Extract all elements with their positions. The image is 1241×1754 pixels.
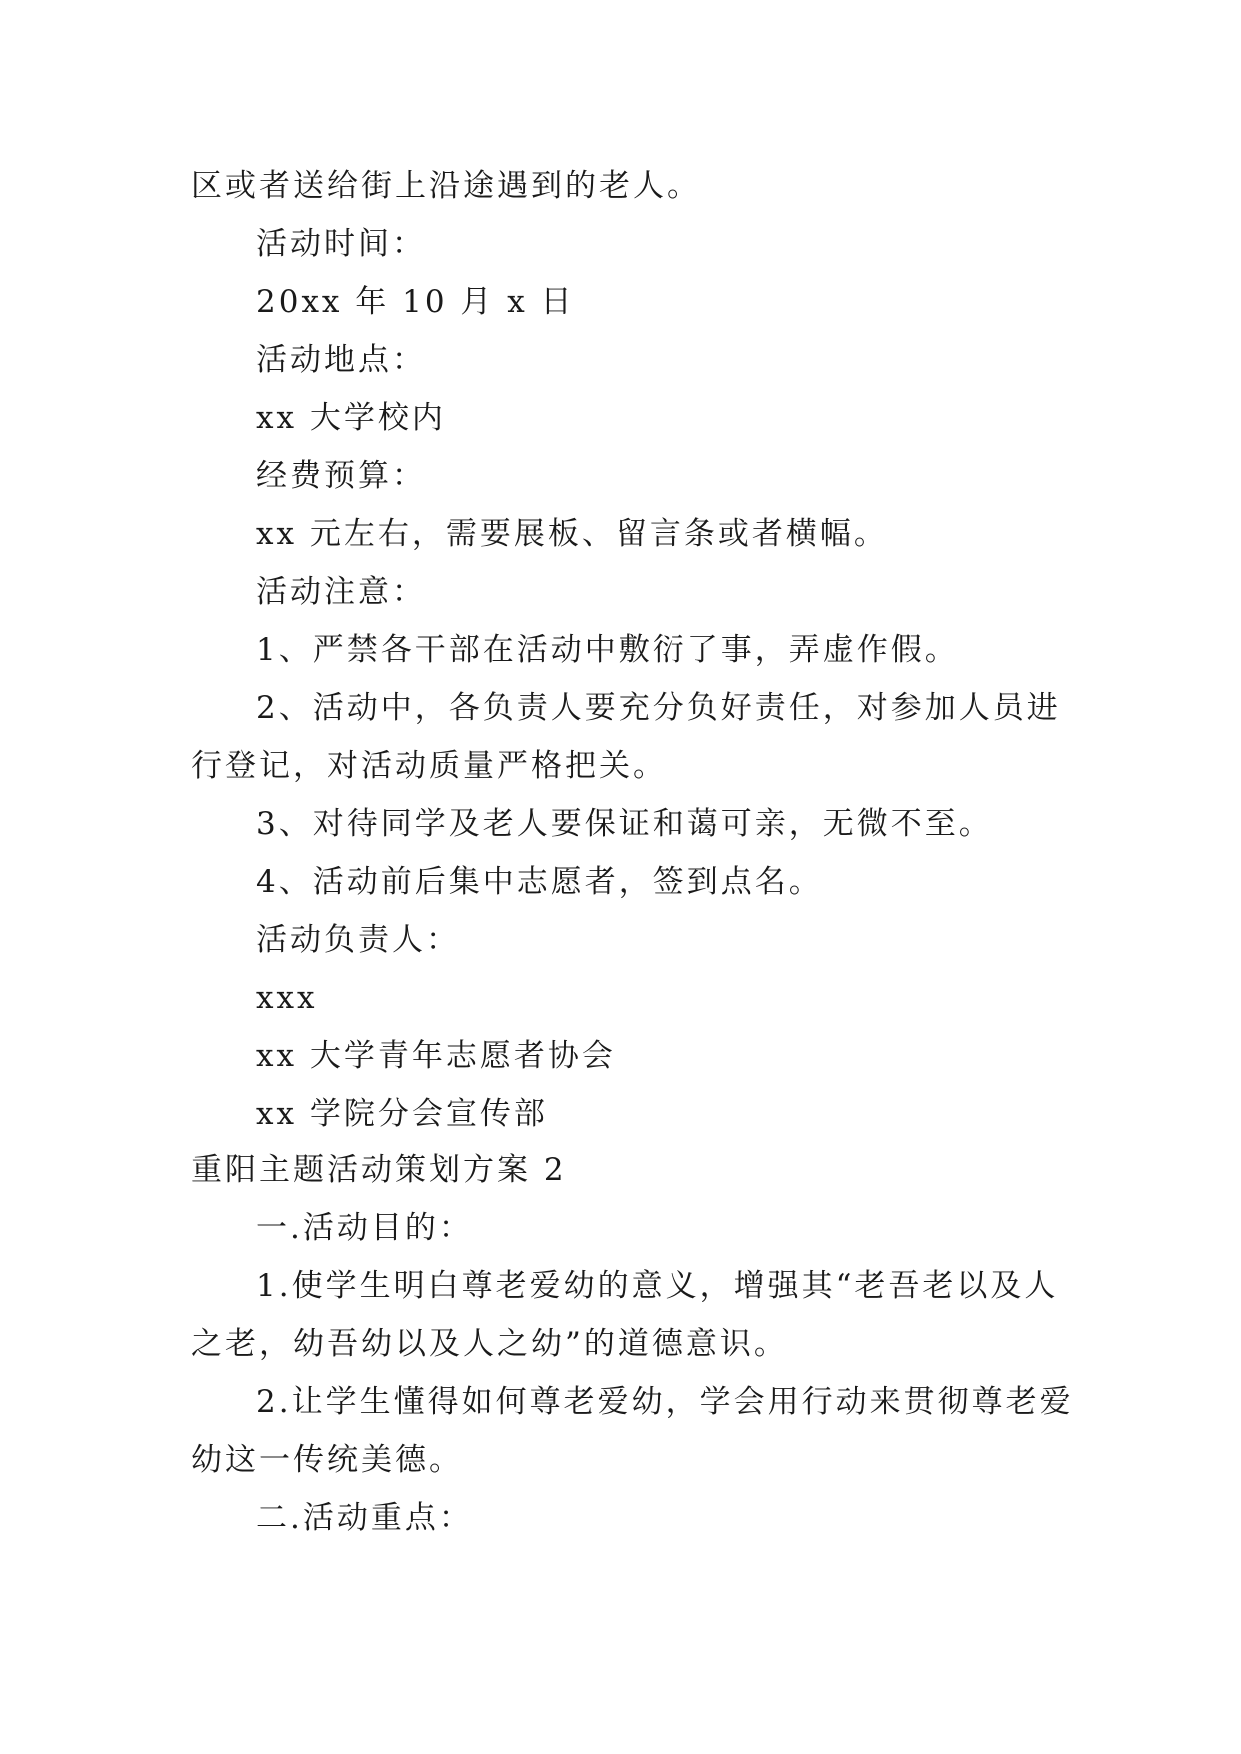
budget-text: xx 元左右，需要展板、留言条或者横幅。 bbox=[256, 516, 888, 552]
note-item-1: 1、严禁各干部在活动中敷衍了事，弄虚作假。 bbox=[256, 632, 959, 668]
section-heading-focus: 二.活动重点： bbox=[256, 1500, 473, 1536]
section-heading-purpose: 一.活动目的： bbox=[256, 1210, 473, 1246]
note-item-4: 4、活动前后集中志愿者，签到点名。 bbox=[256, 864, 823, 900]
note-item-2: 2、活动中，各负责人要充分负好责任，对参加人员进 bbox=[256, 690, 1061, 726]
plan-heading: 重阳主题活动策划方案 2 bbox=[191, 1152, 567, 1188]
purpose-item-1-continued: 之老，幼吾幼以及人之幼”的道德意识。 bbox=[191, 1326, 788, 1362]
organizer-association: xx 大学青年志愿者协会 bbox=[256, 1038, 616, 1074]
event-date: 20xx 年 10 月 x 日 bbox=[256, 284, 575, 320]
purpose-item-2: 2.让学生懂得如何尊老爱幼，学会用行动来贯彻尊老爱 bbox=[256, 1384, 1074, 1420]
section-label-location: 活动地点： bbox=[256, 342, 426, 378]
note-item-2-continued: 行登记，对活动质量严格把关。 bbox=[191, 748, 667, 784]
purpose-item-2-continued: 幼这一传统美德。 bbox=[191, 1442, 463, 1478]
purpose-item-1: 1.使学生明白尊老爱幼的意义，增强其“老吾老以及人 bbox=[256, 1268, 1059, 1304]
section-label-notes: 活动注意： bbox=[256, 574, 426, 610]
organizer-department: xx 学院分会宣传部 bbox=[256, 1096, 548, 1132]
section-label-organizer: 活动负责人： bbox=[256, 922, 460, 958]
body-text-line: 区或者送给街上沿途遇到的老人。 bbox=[191, 168, 701, 204]
section-label-time: 活动时间： bbox=[256, 226, 426, 262]
note-item-3: 3、对待同学及老人要保证和蔼可亲，无微不至。 bbox=[256, 806, 993, 842]
organizer-name: xxx bbox=[256, 980, 318, 1016]
event-location: xx 大学校内 bbox=[256, 400, 446, 436]
section-label-budget: 经费预算： bbox=[256, 458, 426, 494]
